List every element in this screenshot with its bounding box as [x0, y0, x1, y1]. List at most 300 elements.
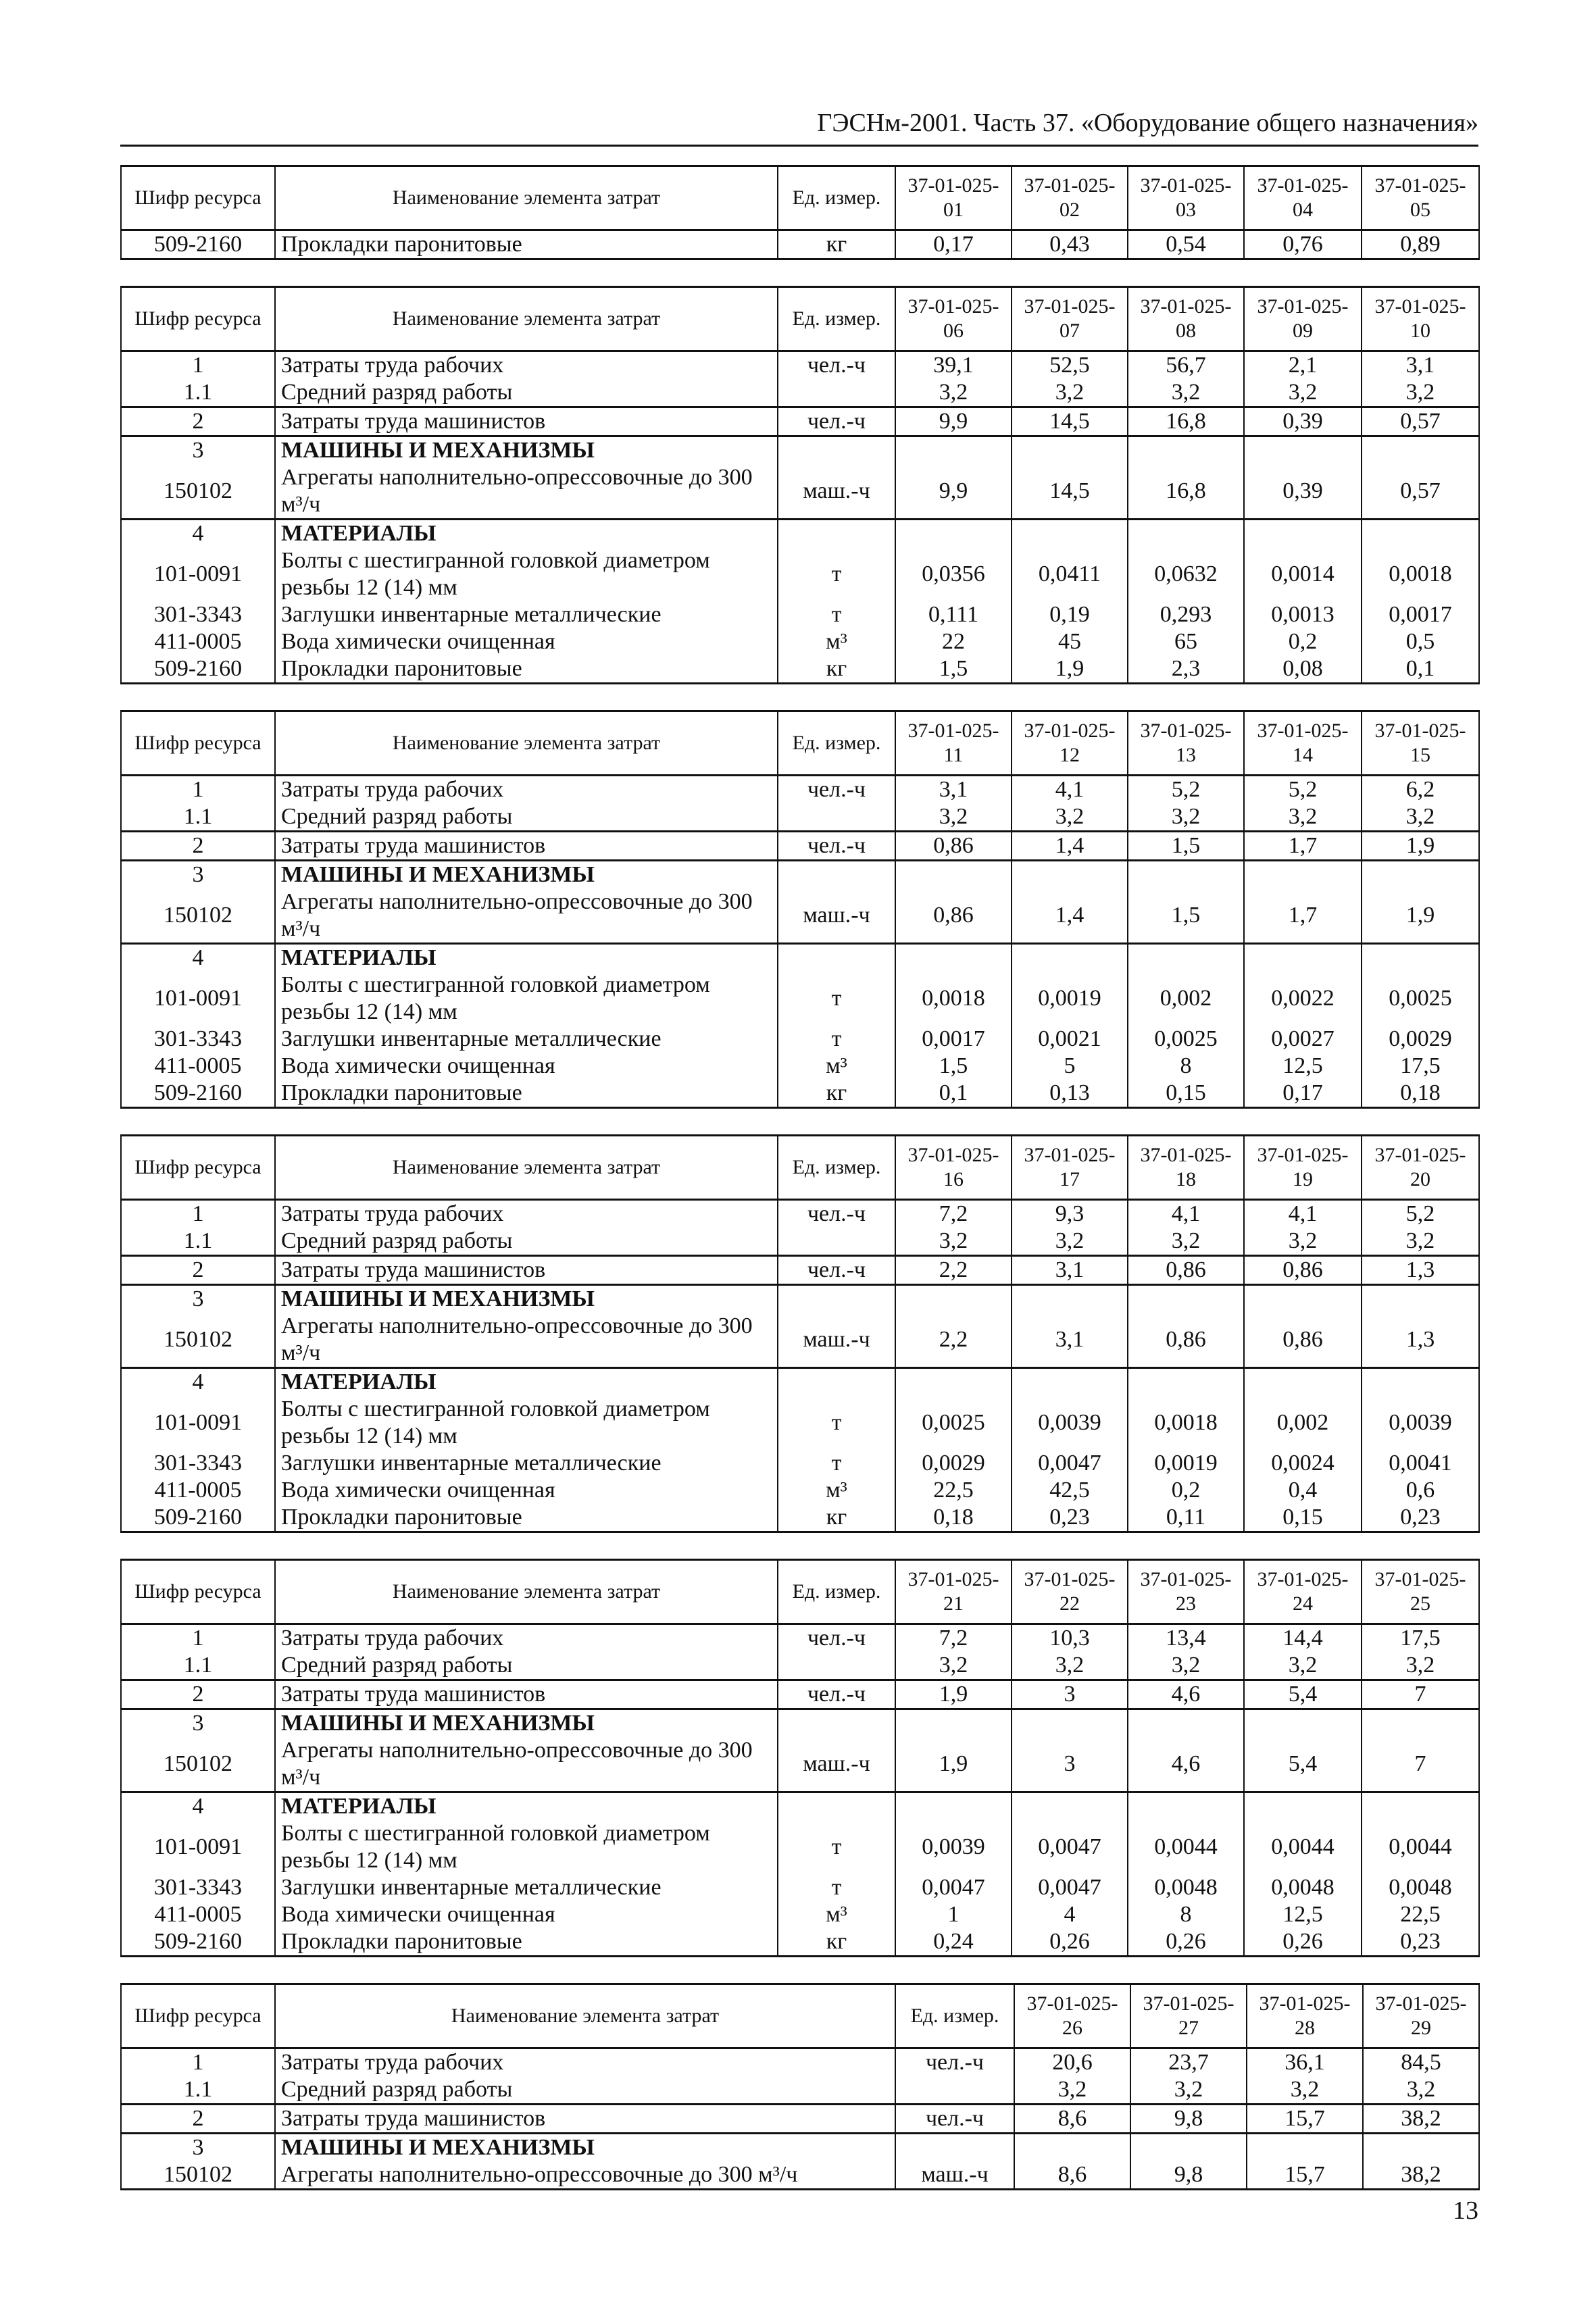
table-row — [121, 351, 1479, 380]
value-cell: 0,002 — [1244, 1396, 1362, 1450]
table-header-row — [121, 1136, 1479, 1200]
value-cell: 1,3 — [1362, 1313, 1479, 1368]
value-cell: 22,5 — [895, 1477, 1012, 1504]
header-norm-code: 37-01-025-01 — [895, 166, 1012, 230]
cost-element-name: Затраты труда машинистов — [275, 1256, 778, 1285]
cost-element-name: Агрегаты наполнительно-опрессовочные до 300 м³/ч — [275, 464, 778, 520]
value-cell — [1012, 944, 1128, 972]
value-cell: 12,5 — [1244, 1901, 1362, 1928]
value-cell: 3,2 — [1012, 379, 1128, 407]
cost-element-name: МАТЕРИАЛЫ — [275, 1792, 778, 1821]
unit-cell — [778, 803, 895, 832]
header-norm-code: 37-01-025-15 — [1362, 711, 1479, 776]
resource-code: 1.1 — [121, 1652, 275, 1680]
unit-cell: маш.-ч — [895, 2161, 1014, 2190]
header-norm-code: 37-01-025-17 — [1012, 1136, 1128, 1200]
value-cell — [895, 1709, 1012, 1738]
value-cell — [1244, 1368, 1362, 1397]
value-cell — [1128, 1368, 1244, 1397]
value-cell: 0,54 — [1128, 230, 1244, 259]
value-cell: 4,1 — [1012, 776, 1128, 804]
header-norm-code: 37-01-025-07 — [1012, 287, 1128, 351]
resource-code: 2 — [121, 2105, 275, 2134]
resource-code: 301-3343 — [121, 1026, 275, 1053]
section-row — [121, 1285, 1479, 1313]
unit-cell: чел.-ч — [895, 2048, 1014, 2077]
value-cell: 9,8 — [1130, 2161, 1247, 2190]
value-cell: 0,86 — [895, 888, 1012, 944]
header-resource-code: Шифр ресурса — [121, 287, 275, 351]
header-cost-element-name: Наименование элемента затрат — [275, 711, 778, 776]
table-row — [121, 464, 1479, 520]
header-norm-code: 37-01-025-24 — [1244, 1560, 1362, 1624]
value-cell: 0,17 — [895, 230, 1012, 259]
value-cell: 1,5 — [1128, 832, 1244, 861]
cost-element-name: Затраты труда рабочих — [275, 1200, 778, 1228]
value-cell: 3,2 — [895, 379, 1012, 407]
value-cell: 0,26 — [1244, 1928, 1362, 1957]
cost-element-name: Затраты труда машинистов — [275, 1680, 778, 1709]
resource-code: 411-0005 — [121, 1053, 275, 1080]
value-cell: 3,1 — [1012, 1256, 1128, 1285]
cost-element-name: Затраты труда машинистов — [275, 2105, 895, 2134]
header-norm-code: 37-01-025-06 — [895, 287, 1012, 351]
cost-element-name: Средний разряд работы — [275, 803, 778, 832]
value-cell: 0,0017 — [895, 1026, 1012, 1053]
unit-cell: чел.-ч — [778, 351, 895, 380]
value-cell — [1363, 2134, 1479, 2162]
table-row — [121, 1080, 1479, 1108]
table-row — [121, 407, 1479, 436]
table-row — [121, 601, 1479, 628]
cost-element-name: Болты с шестигранной головкой диаметром резьбы 12 (14) мм — [275, 972, 778, 1026]
table-row — [121, 1450, 1479, 1477]
value-cell: 20,6 — [1014, 2048, 1130, 2077]
value-cell: 0,0025 — [1362, 972, 1479, 1026]
value-cell: 0,0356 — [895, 547, 1012, 601]
value-cell: 0,0018 — [1362, 547, 1479, 601]
value-cell: 0,86 — [895, 832, 1012, 861]
cost-element-name: Заглушки инвентарные металлические — [275, 1874, 778, 1901]
header-cost-element-name: Наименование элемента затрат — [275, 287, 778, 351]
value-cell: 2,2 — [895, 1256, 1012, 1285]
cost-element-name: Затраты труда рабочих — [275, 351, 778, 380]
value-cell: 36,1 — [1247, 2048, 1363, 2077]
value-cell: 0,86 — [1128, 1313, 1244, 1368]
value-cell: 5,2 — [1128, 776, 1244, 804]
value-cell: 52,5 — [1012, 351, 1128, 380]
value-cell: 3,2 — [1128, 803, 1244, 832]
running-header: ГЭСНм-2001. Часть 37. «Оборудование общего назначения» — [817, 109, 1478, 137]
cost-element-name: Агрегаты наполнительно-опрессовочные до 300 м³/ч — [275, 888, 778, 944]
value-cell: 3,2 — [1128, 1228, 1244, 1256]
value-cell: 0,0027 — [1244, 1026, 1362, 1053]
cost-element-name: МАШИНЫ И МЕХАНИЗМЫ — [275, 1285, 778, 1313]
value-cell: 3,2 — [1362, 803, 1479, 832]
value-cell: 0,17 — [1244, 1080, 1362, 1108]
value-cell: 0,111 — [895, 601, 1012, 628]
value-cell: 3 — [1012, 1680, 1128, 1709]
resource-code: 509-2160 — [121, 655, 275, 684]
header-norm-code: 37-01-025-09 — [1244, 287, 1362, 351]
value-cell: 0,0018 — [895, 972, 1012, 1026]
table-row — [121, 832, 1479, 861]
norms-table — [120, 1559, 1480, 1957]
value-cell: 3,2 — [1247, 2076, 1363, 2105]
table-header-row — [121, 1984, 1479, 2048]
value-cell: 0,0022 — [1244, 972, 1362, 1026]
value-cell: 0,23 — [1012, 1504, 1128, 1532]
value-cell: 0,0029 — [1362, 1026, 1479, 1053]
header-unit: Ед. измер. — [778, 711, 895, 776]
value-cell — [1244, 1792, 1362, 1821]
unit-cell: кг — [778, 230, 895, 259]
value-cell: 1,4 — [1012, 888, 1128, 944]
unit-cell: кг — [778, 1504, 895, 1532]
value-cell — [895, 1285, 1012, 1313]
value-cell: 3,2 — [895, 1228, 1012, 1256]
value-cell — [1244, 436, 1362, 465]
unit-cell: чел.-ч — [778, 776, 895, 804]
value-cell: 39,1 — [895, 351, 1012, 380]
value-cell — [1362, 436, 1479, 465]
table-row — [121, 628, 1479, 655]
value-cell: 3,2 — [1128, 379, 1244, 407]
resource-code: 301-3343 — [121, 1450, 275, 1477]
table-row — [121, 1737, 1479, 1792]
value-cell — [1014, 2134, 1130, 2162]
value-cell: 65 — [1128, 628, 1244, 655]
value-cell: 3,2 — [1244, 1228, 1362, 1256]
value-cell — [1012, 436, 1128, 465]
value-cell — [1012, 1792, 1128, 1821]
unit-cell: т — [778, 601, 895, 628]
table-header-row — [121, 711, 1479, 776]
table-row — [121, 1313, 1479, 1368]
value-cell: 3,2 — [1362, 379, 1479, 407]
value-cell: 5,2 — [1244, 776, 1362, 804]
value-cell: 4,1 — [1244, 1200, 1362, 1228]
value-cell: 3,2 — [1244, 379, 1362, 407]
value-cell: 1 — [895, 1901, 1012, 1928]
value-cell: 1,7 — [1244, 888, 1362, 944]
unit-cell: м³ — [778, 1053, 895, 1080]
table-row — [121, 1200, 1479, 1228]
unit-cell: чел.-ч — [778, 1624, 895, 1653]
header-unit: Ед. измер. — [895, 1984, 1014, 2048]
header-norm-code: 37-01-025-21 — [895, 1560, 1012, 1624]
table-row — [121, 888, 1479, 944]
value-cell: 3,2 — [1014, 2076, 1130, 2105]
value-cell: 0,0029 — [895, 1450, 1012, 1477]
header-norm-code: 37-01-025-19 — [1244, 1136, 1362, 1200]
value-cell — [1012, 520, 1128, 548]
norms-table — [120, 710, 1480, 1109]
header-norm-code: 37-01-025-20 — [1362, 1136, 1479, 1200]
value-cell: 0,0047 — [1012, 1820, 1128, 1874]
resource-code: 3 — [121, 861, 275, 889]
section-row — [121, 944, 1479, 972]
value-cell: 0,23 — [1362, 1928, 1479, 1957]
resource-code: 3 — [121, 1285, 275, 1313]
header-norm-code: 37-01-025-23 — [1128, 1560, 1244, 1624]
value-cell: 8 — [1128, 1901, 1244, 1928]
value-cell: 1,9 — [895, 1737, 1012, 1792]
header-norm-code: 37-01-025-28 — [1247, 1984, 1363, 2048]
value-cell — [1012, 1368, 1128, 1397]
value-cell: 0,0039 — [1012, 1396, 1128, 1450]
value-cell: 3,2 — [1244, 1652, 1362, 1680]
cost-element-name: Вода химически очищенная — [275, 1053, 778, 1080]
value-cell: 0,13 — [1012, 1080, 1128, 1108]
cost-element-name: Затраты труда машинистов — [275, 832, 778, 861]
value-cell: 8,6 — [1014, 2105, 1130, 2134]
value-cell: 3,1 — [1012, 1313, 1128, 1368]
resource-code: 1 — [121, 1624, 275, 1653]
value-cell: 0,0024 — [1244, 1450, 1362, 1477]
section-row — [121, 1709, 1479, 1738]
table-row — [121, 2076, 1479, 2105]
value-cell: 0,0411 — [1012, 547, 1128, 601]
value-cell: 4,1 — [1128, 1200, 1244, 1228]
header-unit: Ед. измер. — [778, 1560, 895, 1624]
header-norm-code: 37-01-025-16 — [895, 1136, 1012, 1200]
header-norm-code: 37-01-025-12 — [1012, 711, 1128, 776]
value-cell — [1012, 861, 1128, 889]
cost-element-name: Агрегаты наполнительно-опрессовочные до 300 м³/ч — [275, 2161, 895, 2190]
value-cell: 0,0048 — [1128, 1874, 1244, 1901]
resource-code: 1.1 — [121, 2076, 275, 2105]
header-norm-code: 37-01-025-22 — [1012, 1560, 1128, 1624]
table-row — [121, 1053, 1479, 1080]
cost-element-name: Прокладки паронитовые — [275, 1504, 778, 1532]
table-row — [121, 1477, 1479, 1504]
unit-cell: чел.-ч — [778, 1680, 895, 1709]
value-cell: 3,2 — [1363, 2076, 1479, 2105]
value-cell: 0,1 — [1362, 655, 1479, 684]
value-cell: 0,0044 — [1362, 1820, 1479, 1874]
cost-element-name: Прокладки паронитовые — [275, 1080, 778, 1108]
table-row — [121, 1928, 1479, 1957]
value-cell — [1244, 1285, 1362, 1313]
value-cell: 2,2 — [895, 1313, 1012, 1368]
value-cell: 7,2 — [895, 1200, 1012, 1228]
cost-element-name: МАШИНЫ И МЕХАНИЗМЫ — [275, 436, 778, 465]
value-cell: 0,0039 — [1362, 1396, 1479, 1450]
cost-element-name: Вода химически очищенная — [275, 1901, 778, 1928]
value-cell: 1,5 — [895, 1053, 1012, 1080]
table-row — [121, 2105, 1479, 2134]
value-cell: 1,4 — [1012, 832, 1128, 861]
value-cell: 38,2 — [1363, 2105, 1479, 2134]
unit-cell — [778, 1228, 895, 1256]
unit-cell — [778, 436, 895, 465]
resource-code: 509-2160 — [121, 1928, 275, 1957]
value-cell: 0,18 — [1362, 1080, 1479, 1108]
value-cell: 15,7 — [1247, 2161, 1363, 2190]
resource-code: 101-0091 — [121, 547, 275, 601]
resource-code: 150102 — [121, 1313, 275, 1368]
value-cell: 0,19 — [1012, 601, 1128, 628]
table-row — [121, 655, 1479, 684]
value-cell: 0,2 — [1244, 628, 1362, 655]
value-cell: 0,08 — [1244, 655, 1362, 684]
header-cost-element-name: Наименование элемента затрат — [275, 1984, 895, 2048]
value-cell — [1128, 1285, 1244, 1313]
value-cell — [1362, 944, 1479, 972]
value-cell: 0,57 — [1362, 407, 1479, 436]
value-cell: 0,0632 — [1128, 547, 1244, 601]
value-cell — [1362, 861, 1479, 889]
value-cell: 0,293 — [1128, 601, 1244, 628]
value-cell: 1,9 — [895, 1680, 1012, 1709]
table-header-row — [121, 1560, 1479, 1624]
table-row — [121, 1901, 1479, 1928]
cost-element-name: Прокладки паронитовые — [275, 1928, 778, 1957]
table-row — [121, 1652, 1479, 1680]
cost-element-name: МАШИНЫ И МЕХАНИЗМЫ — [275, 861, 778, 889]
table-header-row — [121, 287, 1479, 351]
norms-table — [120, 165, 1480, 260]
norms-table — [120, 1134, 1480, 1533]
header-norm-code: 37-01-025-03 — [1128, 166, 1244, 230]
value-cell: 0,0019 — [1012, 972, 1128, 1026]
cost-element-name: Вода химически очищенная — [275, 1477, 778, 1504]
value-cell: 3,2 — [1012, 1228, 1128, 1256]
resource-code: 150102 — [121, 888, 275, 944]
value-cell: 8,6 — [1014, 2161, 1130, 2190]
value-cell: 0,0047 — [895, 1874, 1012, 1901]
table-row — [121, 2048, 1479, 2077]
header-norm-code: 37-01-025-18 — [1128, 1136, 1244, 1200]
value-cell: 0,002 — [1128, 972, 1244, 1026]
header-norm-code: 37-01-025-10 — [1362, 287, 1479, 351]
value-cell: 0,0014 — [1244, 547, 1362, 601]
value-cell: 1,7 — [1244, 832, 1362, 861]
unit-cell — [895, 2076, 1014, 2105]
unit-cell: м³ — [778, 1477, 895, 1504]
unit-cell: т — [778, 1450, 895, 1477]
section-row — [121, 1368, 1479, 1397]
resource-code: 3 — [121, 2134, 275, 2162]
value-cell: 0,1 — [895, 1080, 1012, 1108]
cost-element-name: Прокладки паронитовые — [275, 655, 778, 684]
value-cell: 9,3 — [1012, 1200, 1128, 1228]
unit-cell: м³ — [778, 1901, 895, 1928]
value-cell — [1128, 520, 1244, 548]
table-row — [121, 972, 1479, 1026]
value-cell: 45 — [1012, 628, 1128, 655]
cost-element-name: Затраты труда рабочих — [275, 1624, 778, 1653]
value-cell: 16,8 — [1128, 407, 1244, 436]
value-cell: 0,86 — [1128, 1256, 1244, 1285]
value-cell: 56,7 — [1128, 351, 1244, 380]
cost-element-name: Заглушки инвентарные металлические — [275, 1026, 778, 1053]
value-cell: 22,5 — [1362, 1901, 1479, 1928]
value-cell: 3,2 — [1012, 1652, 1128, 1680]
value-cell: 17,5 — [1362, 1053, 1479, 1080]
value-cell: 13,4 — [1128, 1624, 1244, 1653]
resource-code: 509-2160 — [121, 1080, 275, 1108]
value-cell: 1,9 — [1362, 832, 1479, 861]
value-cell: 5 — [1012, 1053, 1128, 1080]
unit-cell: т — [778, 547, 895, 601]
table-row — [121, 803, 1479, 832]
resource-code: 150102 — [121, 1737, 275, 1792]
value-cell: 0,15 — [1128, 1080, 1244, 1108]
value-cell: 3,1 — [895, 776, 1012, 804]
value-cell: 14,4 — [1244, 1624, 1362, 1653]
value-cell: 9,8 — [1130, 2105, 1247, 2134]
value-cell — [1128, 436, 1244, 465]
value-cell: 7,2 — [895, 1624, 1012, 1653]
unit-cell: чел.-ч — [778, 1200, 895, 1228]
resource-code: 4 — [121, 944, 275, 972]
value-cell: 4 — [1012, 1901, 1128, 1928]
value-cell: 0,76 — [1244, 230, 1362, 259]
header-resource-code: Шифр ресурса — [121, 1560, 275, 1624]
value-cell: 1,5 — [1128, 888, 1244, 944]
unit-cell — [778, 944, 895, 972]
resource-code: 411-0005 — [121, 628, 275, 655]
resource-code: 1 — [121, 351, 275, 380]
header-norm-code: 37-01-025-04 — [1244, 166, 1362, 230]
value-cell: 84,5 — [1363, 2048, 1479, 2077]
unit-cell: чел.-ч — [778, 407, 895, 436]
value-cell — [1128, 1792, 1244, 1821]
header-cost-element-name: Наименование элемента затрат — [275, 1560, 778, 1624]
section-row — [121, 436, 1479, 465]
header-rule — [120, 145, 1478, 147]
value-cell: 6,2 — [1362, 776, 1479, 804]
cost-element-name: Вода химически очищенная — [275, 628, 778, 655]
unit-cell — [778, 1368, 895, 1397]
value-cell: 0,0013 — [1244, 601, 1362, 628]
value-cell: 7 — [1362, 1680, 1479, 1709]
value-cell: 0,0041 — [1362, 1450, 1479, 1477]
norms-tables — [120, 165, 1478, 2216]
resource-code: 2 — [121, 407, 275, 436]
unit-cell — [778, 1285, 895, 1313]
unit-cell: т — [778, 1026, 895, 1053]
table-row — [121, 1624, 1479, 1653]
value-cell — [1128, 944, 1244, 972]
unit-cell: кг — [778, 655, 895, 684]
table-row — [121, 1680, 1479, 1709]
header-unit: Ед. измер. — [778, 287, 895, 351]
value-cell: 10,3 — [1012, 1624, 1128, 1653]
value-cell: 15,7 — [1247, 2105, 1363, 2134]
table-row — [121, 776, 1479, 804]
cost-element-name: Затраты труда машинистов — [275, 407, 778, 436]
table-row — [121, 1396, 1479, 1450]
value-cell: 0,0021 — [1012, 1026, 1128, 1053]
value-cell: 1,5 — [895, 655, 1012, 684]
resource-code: 150102 — [121, 464, 275, 520]
resource-code: 1 — [121, 2048, 275, 2077]
value-cell: 17,5 — [1362, 1624, 1479, 1653]
resource-code: 4 — [121, 1792, 275, 1821]
resource-code: 1 — [121, 1200, 275, 1228]
value-cell — [1362, 1792, 1479, 1821]
value-cell: 3,2 — [1012, 803, 1128, 832]
value-cell: 23,7 — [1130, 2048, 1247, 2077]
unit-cell — [778, 1792, 895, 1821]
unit-cell: чел.-ч — [778, 1256, 895, 1285]
value-cell: 0,0017 — [1362, 601, 1479, 628]
value-cell: 4,6 — [1128, 1737, 1244, 1792]
value-cell — [895, 1368, 1012, 1397]
